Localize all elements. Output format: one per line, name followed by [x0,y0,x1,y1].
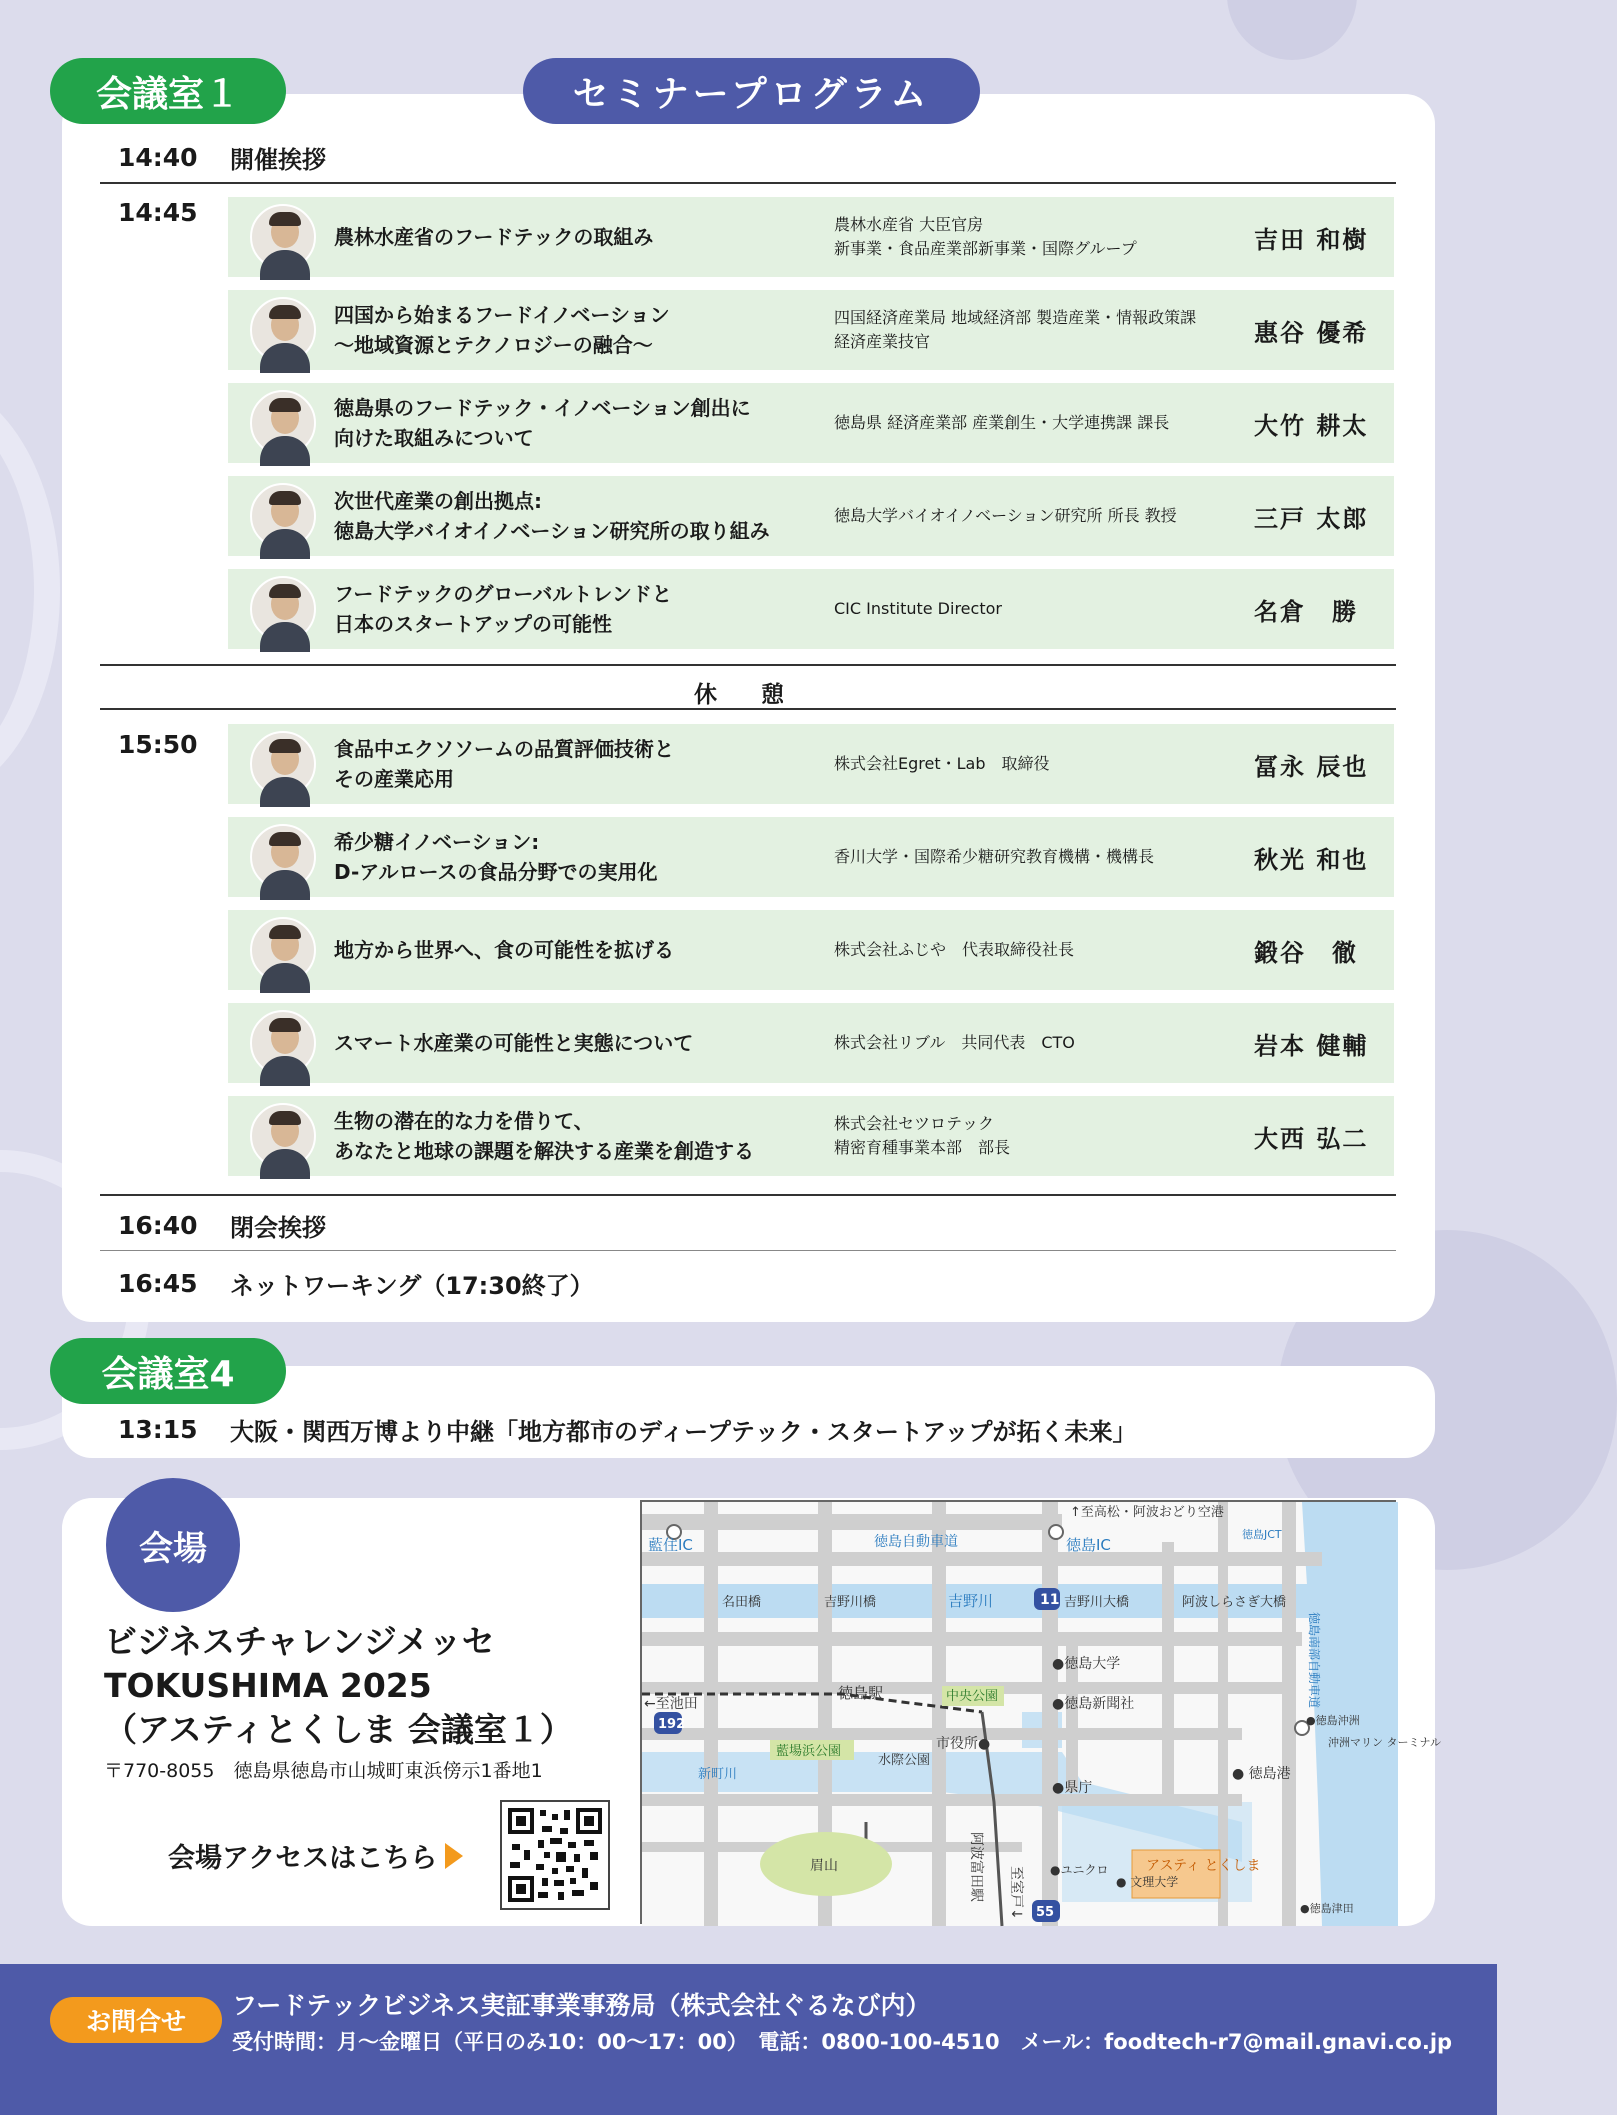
speaker-affiliation: 株式会社セツロテック 精密育種事業本部 部長 [834,1114,1011,1157]
svg-text:中央公園: 中央公園 [946,1689,999,1704]
speaker-name: 冨永 辰也 [1254,752,1369,781]
speaker-photo [250,390,316,456]
svg-text:徳島駅: 徳島駅 [838,1684,884,1702]
opening-time: 14:40 [118,143,198,172]
svg-text:眉山: 眉山 [810,1858,838,1874]
svg-text:● 文理大学: ● 文理大学 [1116,1875,1179,1889]
divider [100,1194,1396,1196]
svg-text:市役所●: 市役所● [936,1736,991,1752]
speaker-name: 岩本 健輔 [1254,1031,1369,1060]
talk-title: 地方から世界へ、食の可能性を拡げる [334,938,674,962]
closing-label: 閉会挨拶 [230,1214,326,1242]
contact-organization: フードテックビジネス実証事業事務局（株式会社ぐるなび内） [232,1991,931,2020]
talk-row [228,197,1394,277]
talk-title: フードテックのグローバルトレンドと 日本のスタートアップの可能性 [334,582,672,636]
speaker-affiliation: 徳島県 経済産業部 産業創生・大学連携課 課長 [834,413,1170,432]
svg-text:●県庁: ●県庁 [1052,1780,1093,1796]
contact-badge: お問合せ [50,1997,222,2043]
closing-row [118,1208,326,1243]
speaker-name: 三戸 太郎 [1254,504,1369,533]
talk-title: 次世代産業の創出拠点: 徳島大学バイオイノベーション研究所の取り組み [334,489,770,543]
svg-text:吉野川: 吉野川 [948,1592,994,1610]
talk-row [228,1096,1394,1176]
seminar-program-title: セミナープログラム [523,58,980,124]
svg-text:藍場浜公園: 藍場浜公園 [776,1744,842,1759]
talk-row [228,569,1394,649]
room1-label: 会議室１ [50,58,286,124]
svg-text:徳島JCT: 徳島JCT [1242,1528,1282,1541]
talk-row [228,290,1394,370]
speaker-affiliation: 香川大学・国際希少糖研究教育機構・機構長 [834,847,1155,866]
svg-text:●徳島沖洲: ●徳島沖洲 [1306,1714,1360,1727]
speaker-affiliation: CIC Institute Director [834,599,1002,618]
talk-row [228,724,1394,804]
talk-title: 四国から始まるフードイノベーション 〜地域資源とテクノロジーの融合〜 [334,303,670,357]
svg-text:至室戸↓: 至室戸↓ [1008,1866,1024,1920]
speaker-name: 吉田 和樹 [1254,225,1369,254]
break-label: 休 憩 [693,682,802,708]
speaker-affiliation: 株式会社ふじや 代表取締役社長 [834,940,1075,959]
svg-text:●ユニクロ: ●ユニクロ [1050,1863,1109,1877]
speaker-photo [250,483,316,549]
speaker-name: 名倉 勝 [1254,597,1358,626]
talk-title: スマート水産業の可能性と実態について [334,1031,694,1055]
arrow-right-icon [445,1843,463,1869]
speaker-photo [250,731,316,797]
svg-text:192: 192 [658,1717,686,1732]
speaker-photo [250,1010,316,1076]
talk-title: 生物の潜在的な力を借りて、 あなたと地球の課題を解決する産業を創造する [334,1109,754,1163]
svg-text:11: 11 [1040,1592,1060,1608]
svg-text:吉野川大橋: 吉野川大橋 [1064,1595,1130,1610]
svg-text:55: 55 [1036,1905,1055,1920]
speaker-name: 大竹 耕太 [1254,411,1369,440]
opening-label: 開催挨拶 [230,146,326,174]
networking-row [118,1266,594,1301]
venue-access-link[interactable] [168,1836,463,1875]
qr-code[interactable] [500,1800,610,1910]
speaker-photo [250,824,316,890]
speaker-affiliation: 四国経済産業局 地域経済部 製造産業・情報政策課 経済産業技官 [834,308,1197,351]
block2-time: 15:50 [118,730,198,759]
room4-time: 13:15 [118,1415,198,1444]
access-label: 会場アクセスはこちら [168,1843,438,1874]
talk-title: 希少糖イノベーション: D-アルロースの食品分野での実用化 [334,830,658,884]
svg-text:沖洲マリン ターミナル: 沖洲マリン ターミナル [1328,1736,1441,1749]
talk-row [228,817,1394,897]
svg-text:●徳島津田: ●徳島津田 [1300,1902,1354,1915]
speaker-name: 秋光 和也 [1254,845,1369,874]
venue-map[interactable] [640,1500,1441,1924]
room4-label: 会議室4 [50,1338,286,1404]
svg-text:徳島IC: 徳島IC [1066,1536,1111,1554]
talk-row [228,910,1394,990]
speaker-affiliation: 株式会社Egret・Lab 取締役 [834,754,1050,773]
block1-time: 14:45 [118,198,198,227]
svg-text:徳島自動車道: 徳島自動車道 [874,1534,958,1550]
room4-session-row [118,1412,1136,1447]
speaker-affiliation: 徳島大学バイオイノベーション研究所 所長 教授 [834,506,1177,525]
speaker-photo [250,204,316,270]
closing-time: 16:40 [118,1211,198,1240]
talk-row [228,383,1394,463]
svg-text:徳島南部自動車道: 徳島南部自動車道 [1307,1612,1321,1709]
venue-badge: 会場 [106,1478,240,1612]
talk-title: 食品中エクソソームの品質評価技術と その産業応用 [334,737,674,791]
svg-text:↑至高松・阿波おどり空港: ↑至高松・阿波おどり空港 [1070,1505,1224,1520]
speaker-name: 大西 弘二 [1254,1124,1369,1153]
venue-address: 〒770-8055 徳島県徳島市山城町東浜傍示1番地1 [104,1760,543,1782]
svg-text:●徳島新聞社: ●徳島新聞社 [1052,1696,1135,1712]
talk-title: 徳島県のフードテック・イノベーション創出に 向けた取組みについて [334,396,751,450]
speaker-affiliation: 農林水産省 大臣官房 新事業・食品産業部新事業・国際グループ [834,215,1137,258]
bg-circle [1227,0,1357,60]
svg-text:●徳島大学: ●徳島大学 [1052,1656,1121,1672]
divider [100,182,1396,184]
svg-text:阿波富田駅: 阿波富田駅 [968,1832,984,1902]
venue-name: ビジネスチャレンジメッセ TOKUSHIMA 2025 （アスティとくしま 会議室１） [104,1622,573,1749]
networking-label: ネットワーキング（17:30終了） [230,1272,594,1300]
svg-text:名田橋: 名田橋 [722,1595,762,1610]
speaker-photo [250,297,316,363]
opening-row [118,140,326,175]
svg-text:● 徳島港: ● 徳島港 [1232,1766,1291,1782]
map-drawing [642,1502,1441,1926]
speaker-affiliation: 株式会社リブル 共同代表 CTO [834,1033,1075,1052]
block2-time-row [118,730,230,759]
svg-text:阿波しらさぎ大橋: 阿波しらさぎ大橋 [1182,1595,1287,1610]
svg-text:水際公園: 水際公園 [878,1753,931,1768]
talk-row [228,1003,1394,1083]
divider [100,1250,1396,1251]
svg-text:新町川: 新町川 [698,1767,738,1782]
svg-text:アスティ とくしま: アスティ とくしま [1146,1858,1261,1874]
room4-session-label: 大阪・関西万博より中継「地方都市のディープテック・スタートアップが拓く未来」 [230,1418,1137,1446]
divider [100,664,1396,666]
networking-time: 16:45 [118,1269,198,1298]
bg-ring [0,380,60,800]
divider [100,708,1396,710]
qr-code-icon [508,1808,602,1902]
speaker-photo [250,917,316,983]
speaker-photo [250,1103,316,1169]
talk-row [228,476,1394,556]
svg-text:吉野川橋: 吉野川橋 [824,1595,877,1610]
contact-info[interactable]: 受付時間：月〜金曜日（平日のみ10：00〜17：00） 電話：0800-100-4510 メール：foodtech-r7@mail.gnavi.co.jp [232,2030,1453,2054]
svg-text:藍住IC: 藍住IC [648,1536,693,1554]
speaker-name: 鍛谷 徹 [1254,938,1358,967]
speaker-name: 惠谷 優希 [1254,318,1369,347]
block1-time-row [118,198,230,227]
svg-text:←至池田: ←至池田 [644,1696,698,1712]
speaker-photo [250,576,316,642]
talk-title: 農林水産省のフードテックの取組み [334,225,654,249]
